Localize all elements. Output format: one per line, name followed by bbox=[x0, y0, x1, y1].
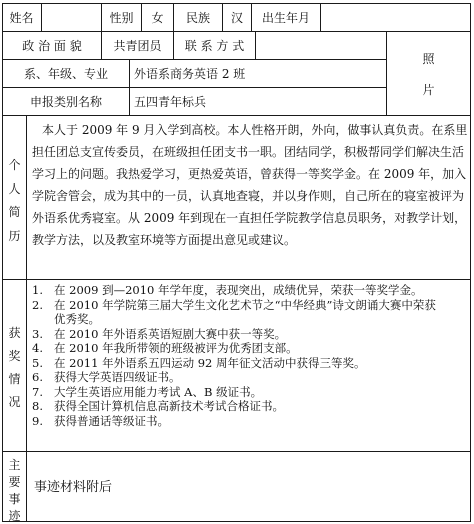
award-text: 获得全国计算机信息高新技术考试合格证书。 bbox=[54, 399, 284, 413]
dept-label: 系、年级、专业 bbox=[23, 66, 108, 81]
list-item bbox=[32, 399, 466, 414]
bio-line: 教学方法，以及教室环境等方面提出意见或建议。 bbox=[32, 233, 297, 247]
deeds-label bbox=[3, 456, 26, 523]
awards-label bbox=[3, 318, 26, 416]
award-number: 5. bbox=[32, 355, 43, 370]
bio-line: 本人于 2009 年 9 月入学到高校。本人性格开朗，外向，做事认真负责。在系里 bbox=[42, 123, 468, 137]
award-text: 在 2010 年学院第三届大学生文化艺术节之“中华经典”诗文朗诵大赛中荣获 bbox=[54, 297, 436, 312]
birth-value bbox=[321, 4, 470, 31]
list-item bbox=[32, 283, 466, 298]
list-item bbox=[32, 341, 466, 356]
award-number: 7. bbox=[32, 384, 43, 399]
deeds-label-char: 迹 bbox=[8, 509, 21, 523]
list-item bbox=[32, 298, 466, 327]
bio-label-char: 个 bbox=[8, 158, 21, 173]
border-bottom bbox=[2, 521, 471, 522]
gender-label: 性别 bbox=[109, 10, 134, 25]
gender-value: 女 bbox=[151, 10, 164, 25]
bio-line: 外语系优秀寝室。从 2009 年到现在一直担任学院教学信息员职务，对教学计划， bbox=[32, 211, 467, 225]
awards-label-char: 情 bbox=[8, 372, 21, 386]
rule-label-col bbox=[26, 115, 27, 522]
bio-line: 学院舍管会，成为其中的一员，认真地查寝，并以身作则，自己所在的寝室被评为 bbox=[32, 189, 465, 203]
award-text: 优秀奖。 bbox=[54, 312, 100, 326]
award-number: 3. bbox=[32, 326, 43, 341]
award-text: 大学生英语应用能力考试 A、B 级证书。 bbox=[54, 384, 263, 399]
deeds-label-char: 要 bbox=[8, 475, 21, 489]
award-number: 9. bbox=[32, 413, 43, 428]
bio-label-char: 简 bbox=[8, 205, 21, 220]
rule-bio bbox=[2, 279, 471, 280]
birth-label: 出生年月 bbox=[261, 10, 310, 25]
rule-row4 bbox=[2, 115, 471, 116]
award-text: 获得普通话等级证书。 bbox=[54, 413, 169, 428]
award-number: 1. bbox=[32, 283, 43, 297]
contact-value bbox=[256, 32, 386, 59]
awards-label-char: 奖 bbox=[8, 349, 21, 363]
bio-label-char: 人 bbox=[8, 181, 21, 196]
award-text: 在 2009 到—2010 年学年度，表现突出，成绩优异，荣获一等奖学金。 bbox=[54, 283, 423, 297]
bio-line: 担任团总支宣传委员，在班级担任团支书一职。团结同学，积极帮同学们解决生活 bbox=[32, 145, 465, 159]
bio-label-char: 历 bbox=[8, 228, 21, 243]
award-number: 2. bbox=[32, 297, 43, 312]
photo-char: 片 bbox=[422, 82, 435, 97]
political-label: 政 治 面 貌 bbox=[22, 38, 82, 53]
category-label: 申报类别名称 bbox=[29, 94, 102, 109]
award-text: 在 2011 年外语系五四运动 92 周年征文活动中获得三等奖。 bbox=[54, 355, 366, 370]
award-number: 8. bbox=[32, 399, 43, 413]
list-item bbox=[32, 385, 466, 400]
list-item bbox=[32, 414, 466, 429]
deeds-text: 事迹材料附后 bbox=[34, 480, 113, 495]
category-value: 五四青年标兵 bbox=[134, 94, 207, 109]
list-item bbox=[32, 370, 466, 385]
photo-char: 照 bbox=[422, 51, 435, 66]
list-item bbox=[32, 356, 466, 371]
name-label: 姓名 bbox=[9, 10, 34, 25]
list-item bbox=[32, 327, 466, 342]
awards-list bbox=[32, 283, 466, 428]
deeds-label-char: 事 bbox=[8, 492, 21, 506]
photo-placeholder bbox=[387, 32, 470, 115]
contact-label: 联 系 方 式 bbox=[184, 38, 245, 53]
award-text: 在 2010 年我所带领的班级被评为优秀团支部。 bbox=[54, 341, 298, 355]
border-right bbox=[470, 3, 471, 522]
award-number: 6. bbox=[32, 370, 43, 384]
political-value: 共青团员 bbox=[113, 38, 162, 53]
deeds-label-char: 主 bbox=[8, 458, 21, 472]
rule-awards bbox=[2, 451, 471, 452]
award-text: 在 2010 年外语系英语短剧大赛中获一等奖。 bbox=[54, 326, 287, 341]
name-value bbox=[42, 4, 101, 31]
ethnicity-value: 汉 bbox=[230, 10, 243, 25]
bio-label bbox=[3, 150, 26, 250]
bio-text bbox=[32, 119, 466, 251]
award-number: 4. bbox=[32, 341, 43, 355]
ethnicity-label: 民族 bbox=[185, 10, 210, 25]
dept-value: 外语系商务英语 2 班 bbox=[134, 66, 246, 81]
award-text: 获得大学英语四级证书。 bbox=[54, 370, 181, 384]
awards-label-char: 获 bbox=[8, 326, 21, 340]
bio-line: 学习上的问题。我热爱学习，更热爱英语，曾获得一等奖学金。在 2009 年，加入 bbox=[32, 167, 467, 181]
awards-label-char: 况 bbox=[8, 395, 21, 409]
